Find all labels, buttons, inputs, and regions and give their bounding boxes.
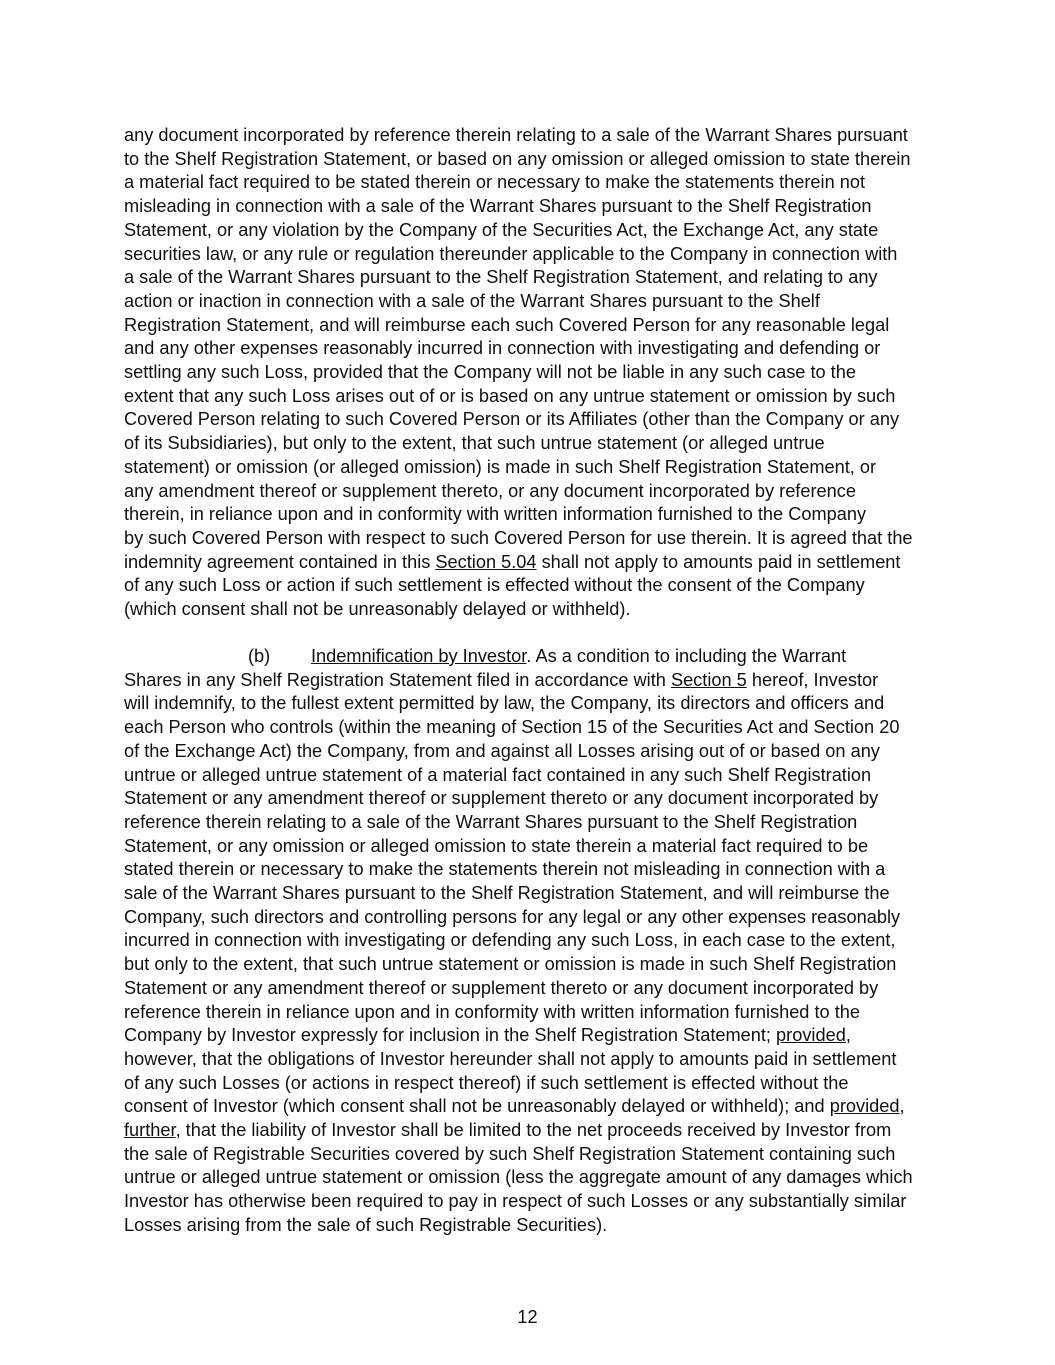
clause-label: (b): [248, 646, 271, 666]
text-line: a sale of the Warrant Shares pursuant to the Shelf Registration Statement, and relating to any: [124, 267, 878, 288]
text-segment: Company by Investor expressly for inclusion in the Shelf Registration Statement;: [124, 1025, 777, 1046]
text-line: action or inaction in connection with a sale of the Warrant Shares pursuant to the Shelf: [124, 290, 820, 311]
text-segment: Shares in any Shelf Registration Statement filed in accordance with: [124, 669, 671, 690]
text-line: reference therein relating to a sale of the Warrant Shares pursuant to the Shelf Registration: [124, 811, 858, 832]
text-line: any document incorporated by reference therein relating to a sale of the Warrant Shares pursuant: [124, 125, 908, 145]
text-line: incurred in connection with investigating or defending any such Loss, in each case to the extent,: [124, 930, 896, 951]
text-line: Losses arising from the sale of such Registrable Securities).: [124, 1214, 608, 1235]
text-line: securities law, or any rule or regulation thereunder applicable to the Company in connection with: [124, 243, 898, 264]
text-line: a material fact required to be stated therein or necessary to make the statements therein not: [124, 172, 866, 193]
provided-term: provided: [776, 1025, 846, 1046]
text-segment: ,: [845, 1025, 851, 1046]
text-line: however, that the obligations of Investor hereunder shall not apply to amounts paid in settlement: [124, 1048, 897, 1069]
text-line: [124, 1119, 936, 1143]
section-5-reference: Section 5: [670, 669, 747, 690]
text-line: Covered Person relating to such Covered Person or its Affiliates (other than the Company or any: [124, 409, 900, 430]
text-line: [124, 551, 936, 575]
text-line: (which consent shall not be unreasonably delayed or withheld).: [124, 599, 631, 620]
text-line: Statement, or any violation by the Company of the Securities Act, the Exchange Act, any state: [124, 219, 879, 240]
text-line: to the Shelf Registration Statement, or based on any omission or alleged omission to state therein: [124, 148, 911, 169]
text-line: [124, 1095, 936, 1119]
text-line: Statement, or any omission or alleged omission to state therein a material fact required to be: [124, 835, 869, 856]
further-term: further: [124, 1120, 176, 1141]
text-line: and any other expenses reasonably incurred in connection with investigating and defending or: [124, 338, 881, 359]
paragraph-continued: [124, 124, 936, 622]
text-line: extent that any such Loss arises out of or is based on any untrue statement or omission by such: [124, 385, 896, 406]
text-line: will indemnify, to the fullest extent permitted by law, the Company, its directors and officers and: [124, 693, 885, 714]
text-line: of any such Loss or action if such settlement is effected without the consent of the Company: [124, 575, 865, 596]
text-line: Investor has otherwise been required to pay in respect of such Losses or any substantially similar: [124, 1191, 907, 1212]
text-line: Company, such directors and controlling persons for any legal or any other expenses reasonably: [124, 906, 901, 927]
text-segment: . As a condition to including the Warrant: [526, 646, 847, 666]
text-line: untrue or alleged untrue statement or omission (less the aggregate amount of any damages which: [124, 1167, 913, 1188]
text-line: Statement or any amendment thereof or supplement thereto or any document incorporated by: [124, 788, 879, 809]
text-line: Statement or any amendment thereof or supplement thereto or any document incorporated by: [124, 977, 879, 998]
text-line: Registration Statement, and will reimburse each such Covered Person for any reasonable legal: [124, 314, 890, 335]
clause-heading: Indemnification by Investor: [311, 646, 527, 666]
text-segment: indemnity agreement contained in this: [124, 551, 436, 572]
text-segment: consent of Investor (which consent shall not be unreasonably delayed or withheld); and: [124, 1096, 830, 1117]
text-line: settling any such Loss, provided that the Company will not be liable in any such case to the: [124, 362, 856, 383]
text-line: statement) or omission (or alleged omission) is made in such Shelf Registration Statement, or: [124, 456, 877, 477]
text-line: each Person who controls (within the meaning of Section 15 of the Securities Act and Section 20: [124, 717, 900, 738]
provided-term: provided: [829, 1096, 900, 1117]
text-line: of its Subsidiaries), but only to the extent, that such untrue statement (or alleged untrue: [124, 433, 825, 454]
text-line: by such Covered Person with respect to such Covered Person for use therein. It is agreed that the: [124, 527, 913, 548]
text-line: any amendment thereof or supplement thereto, or any document incorporated by reference: [124, 480, 856, 501]
text-line: [124, 669, 936, 693]
text-segment: , that the liability of Investor shall be limited to the net proceeds received by Investor from: [175, 1120, 892, 1141]
text-line: reference therein in reliance upon and in conformity with written information furnished to the: [124, 1001, 860, 1022]
text-line: [124, 645, 936, 669]
text-line: therein, in reliance upon and in conformity with written information furnished to the Company: [124, 504, 867, 525]
page-number: 12: [517, 1307, 538, 1327]
text-line: of the Exchange Act) the Company, from and against all Losses arising out of or based on any: [124, 740, 880, 761]
text-segment: ,: [899, 1096, 905, 1117]
text-line: stated therein or necessary to make the statements therein not misleading in connection with a: [124, 859, 886, 880]
text-line: but only to the extent, that such untrue statement or omission is made in such Shelf Registration: [124, 954, 897, 975]
paragraph-b-indemnification: [124, 645, 936, 1238]
text-line: the sale of Registrable Securities covered by such Shelf Registration Statement containing such: [124, 1143, 896, 1164]
text-line: [124, 1024, 936, 1048]
text-line: untrue or alleged untrue statement of a material fact contained in any such Shelf Registration: [124, 764, 872, 785]
text-line: sale of the Warrant Shares pursuant to the Shelf Registration Statement, and will reimburse the: [124, 883, 890, 904]
text-segment: hereof, Investor: [746, 669, 879, 690]
text-line: of any such Losses (or actions in respect thereof) if such settlement is effected without the: [124, 1072, 849, 1093]
text-line: misleading in connection with a sale of the Warrant Shares pursuant to the Shelf Registration: [124, 196, 872, 217]
text-segment: shall not apply to amounts paid in settlement: [536, 551, 901, 572]
section-5-04-reference: Section 5.04: [435, 551, 537, 572]
